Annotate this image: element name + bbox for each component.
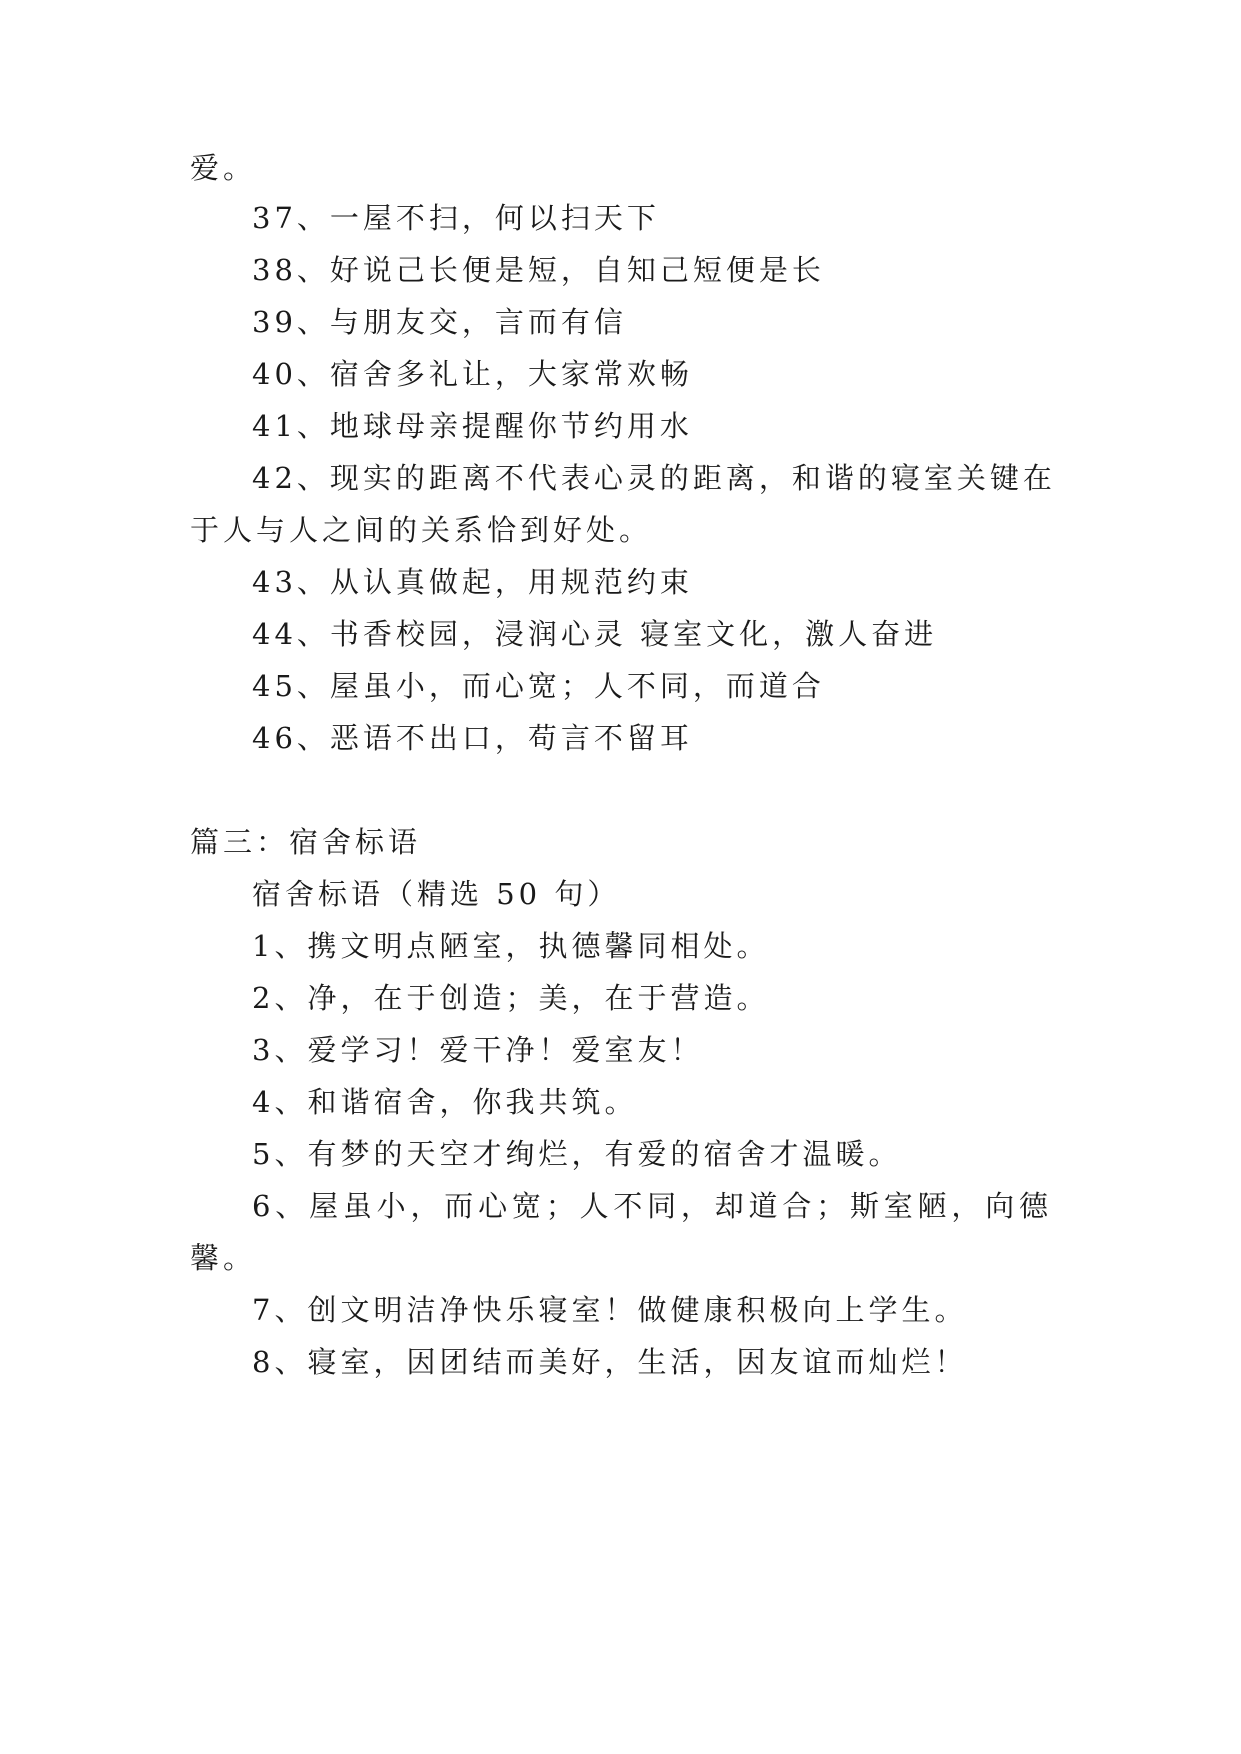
list-item: 44、书香校园，浸润心灵 寝室文化，激人奋进 (252, 617, 938, 651)
list-item: 4、和谐宿舍，你我共筑。 (252, 1085, 638, 1119)
list-item: 39、与朋友交，言而有信 (252, 305, 627, 339)
list-item: 3、爱学习！爱干净！爱室友！ (252, 1033, 704, 1067)
list-item: 40、宿舍多礼让，大家常欢畅 (252, 357, 693, 391)
list-item: 45、屋虽小，而心宽；人不同，而道合 (252, 669, 825, 703)
text-line: 爱。 (190, 151, 257, 185)
list-item: 7、创文明洁净快乐寝室！做健康积极向上学生。 (252, 1293, 968, 1327)
list-item: 42、现实的距离不代表心灵的距离，和谐的寝室关键在 (252, 461, 1056, 495)
list-item: 43、从认真做起，用规范约束 (252, 565, 693, 599)
text-line: 馨。 (190, 1241, 257, 1275)
list-item: 5、有梦的天空才绚烂，有爱的宿舍才温暖。 (252, 1137, 902, 1171)
list-item: 37、一屋不扫，何以扫天下 (252, 201, 660, 235)
list-item: 38、好说己长便是短，自知己短便是长 (252, 253, 825, 287)
list-item: 41、地球母亲提醒你节约用水 (252, 409, 693, 443)
list-item: 1、携文明点陋室，执德馨同相处。 (252, 929, 770, 963)
list-item: 6、屋虽小，而心宽；人不同，却道合；斯室陋，向德 (252, 1189, 1052, 1223)
section-subtitle: 宿舍标语（精选 50 句） (252, 877, 621, 911)
list-item: 8、寝室，因团结而美好，生活，因友谊而灿烂！ (252, 1345, 968, 1379)
text-line: 于人与人之间的关系恰到好处。 (190, 513, 653, 547)
list-item: 2、净，在于创造；美，在于营造。 (252, 981, 770, 1015)
section-heading: 篇三：宿舍标语 (190, 825, 422, 859)
list-item: 46、恶语不出口，苟言不留耳 (252, 721, 693, 755)
